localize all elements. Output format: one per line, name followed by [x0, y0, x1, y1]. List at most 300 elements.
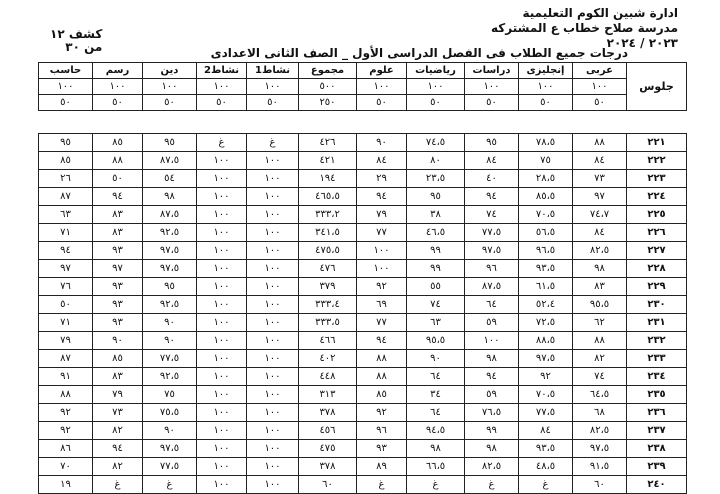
grade-cell: ١٠٠ — [197, 458, 247, 476]
grade-cell: ٨٢ — [93, 422, 143, 440]
grade-cell: ٣٣٣،٤ — [299, 296, 357, 314]
grade-cell: غ — [247, 134, 299, 152]
seat-number-cell: ٢٢٥ — [627, 206, 687, 224]
directorate-name: ادارة شبين الكوم التعليمية — [522, 6, 678, 20]
grade-cell: ٢٩ — [357, 170, 407, 188]
column-header: عربى — [573, 63, 627, 79]
grade-cell: ١٠٠ — [465, 332, 519, 350]
grade-cell: ٨٣ — [93, 368, 143, 386]
grade-cell: ٩٤ — [357, 188, 407, 206]
grade-cell: ٩٨ — [465, 350, 519, 368]
school-name: مدرسة صلاح خطاب ع المشتركه — [490, 21, 678, 35]
grade-cell: غ — [197, 134, 247, 152]
column-header: علوم — [357, 63, 407, 79]
grade-cell: ٩٢ — [39, 422, 93, 440]
grade-cell: ٥٦،٥ — [519, 224, 573, 242]
table-row — [39, 332, 687, 350]
grade-cell: ٨٥ — [93, 134, 143, 152]
sheet-number: كشف ١٢ — [50, 27, 103, 41]
grade-cell: ١٠٠ — [247, 170, 299, 188]
grade-cell: ٩٤ — [93, 440, 143, 458]
grade-cell: ٨٣ — [93, 206, 143, 224]
seat-number-cell: ٢٣٤ — [627, 368, 687, 386]
table-row — [39, 260, 687, 278]
min-score: ٥٠ — [357, 95, 407, 111]
grade-cell: ٩٢ — [357, 278, 407, 296]
grade-cell: ١٠٠ — [247, 350, 299, 368]
grade-cell: ٩٥،٥ — [573, 296, 627, 314]
grade-cell: ١٠٠ — [197, 422, 247, 440]
grade-cell: ٨٨ — [357, 368, 407, 386]
grade-cell: ٨٨ — [573, 332, 627, 350]
grade-cell: ١٠٠ — [247, 332, 299, 350]
max-score: ٥٠٠ — [299, 79, 357, 95]
seat-number-cell: ٢٤٠ — [627, 476, 687, 494]
grade-cell: ٩٦،٥ — [519, 242, 573, 260]
grade-cell: ٩٧،٥ — [519, 350, 573, 368]
grade-cell: ٣٣٣،٥ — [299, 314, 357, 332]
grade-cell: ٩٣ — [93, 278, 143, 296]
grade-cell: ٧٤،٥ — [407, 134, 465, 152]
grade-cell: ١٠٠ — [357, 242, 407, 260]
table-row — [39, 314, 687, 332]
grade-cell: ٣٧٨ — [299, 458, 357, 476]
grade-cell: ٩٧ — [39, 260, 93, 278]
grade-cell: ٦١،٥ — [519, 278, 573, 296]
grade-cell: ٩٣ — [93, 296, 143, 314]
grade-cell: ٣١٣ — [299, 386, 357, 404]
grade-cell: ١٠٠ — [247, 314, 299, 332]
grade-cell: ٩٤،٥ — [407, 422, 465, 440]
grade-cell: ٩٨ — [465, 440, 519, 458]
grade-cell: ٩٥ — [465, 134, 519, 152]
grade-cell: ٤٦٦ — [299, 332, 357, 350]
grade-cell: ٧٩ — [39, 332, 93, 350]
min-score: ٥٠ — [573, 95, 627, 111]
grade-cell: ٩٠ — [93, 332, 143, 350]
min-score-row — [39, 95, 687, 111]
grade-cell: ٩٤ — [93, 188, 143, 206]
grade-cell: ٨٦ — [39, 440, 93, 458]
grade-cell: ٩٢ — [39, 404, 93, 422]
grade-cell: ١٠٠ — [247, 278, 299, 296]
grade-cell: ٧٤ — [465, 206, 519, 224]
grade-cell: ١٠٠ — [197, 152, 247, 170]
grade-cell: ٦٤ — [407, 368, 465, 386]
grade-cell: ٧٧،٥ — [519, 404, 573, 422]
grade-cell: ١٠٠ — [247, 368, 299, 386]
table-row — [39, 350, 687, 368]
grade-cell: ٧٦،٥ — [465, 404, 519, 422]
grade-cell: ٦٨ — [573, 404, 627, 422]
grade-cell: ١٠٠ — [197, 170, 247, 188]
seat-number-header: جلوس — [627, 63, 687, 111]
grade-cell: ١٠٠ — [247, 404, 299, 422]
grade-cell: ٧٧ — [357, 314, 407, 332]
grade-cell: ٤٦،٥ — [407, 224, 465, 242]
max-score: ١٠٠ — [357, 79, 407, 95]
grade-cell: غ — [93, 476, 143, 494]
grade-cell: ٢٦ — [39, 170, 93, 188]
grade-cell: ٧٥،٥ — [143, 404, 197, 422]
grade-cell: ٧٤ — [573, 368, 627, 386]
column-header: مجموع — [299, 63, 357, 79]
grade-cell: ٩٩ — [407, 260, 465, 278]
seat-number-cell: ٢٢٩ — [627, 278, 687, 296]
min-score: ٥٠ — [247, 95, 299, 111]
grade-cell: ٨٤ — [357, 152, 407, 170]
grade-cell: ٧٠،٥ — [519, 206, 573, 224]
grade-cell: ٤٠ — [465, 170, 519, 188]
grade-cell: ٩٥ — [143, 278, 197, 296]
max-score: ١٠٠ — [407, 79, 465, 95]
grade-cell: غ — [143, 476, 197, 494]
grade-cell: ٥٩ — [465, 386, 519, 404]
column-header: نشاط2 — [197, 63, 247, 79]
grade-cell: ٨٣ — [93, 224, 143, 242]
grade-cell: ٩٧ — [573, 188, 627, 206]
grade-cell: ٣٤ — [407, 386, 465, 404]
grade-cell: ٩٠ — [143, 314, 197, 332]
grade-cell: غ — [357, 476, 407, 494]
column-header: حاسب — [39, 63, 93, 79]
grade-cell: ٩٣،٥ — [519, 440, 573, 458]
grade-cell: ١٠٠ — [247, 458, 299, 476]
grade-cell: ٩٥ — [407, 188, 465, 206]
grade-cell: ٧٧،٥ — [143, 350, 197, 368]
grade-cell: ٧٧ — [357, 224, 407, 242]
grade-cell: ١٠٠ — [247, 422, 299, 440]
grade-cell: ٩٧،٥ — [465, 242, 519, 260]
grade-cell: ٣٤١،٥ — [299, 224, 357, 242]
table-row — [39, 278, 687, 296]
grade-cell: ١٠٠ — [357, 260, 407, 278]
grade-cell: ٧٥ — [143, 386, 197, 404]
grade-cell: ٥٠ — [39, 296, 93, 314]
table-row — [39, 476, 687, 494]
table-row — [39, 404, 687, 422]
grade-cell: ٨٥ — [39, 152, 93, 170]
seat-number-cell: ٢٣٣ — [627, 350, 687, 368]
max-score: ١٠٠ — [247, 79, 299, 95]
grade-cell: ٩٠ — [143, 332, 197, 350]
grade-cell: ٧٢،٥ — [519, 314, 573, 332]
grade-cell: ٦٩ — [357, 296, 407, 314]
grade-cell: ٦٤ — [407, 404, 465, 422]
grade-cell: غ — [407, 476, 465, 494]
grade-cell: ٩٢ — [519, 368, 573, 386]
grade-cell: ٧٨،٥ — [519, 134, 573, 152]
grade-cell: ٩٤ — [465, 368, 519, 386]
grade-cell: ٩٢ — [357, 404, 407, 422]
column-header: دين — [143, 63, 197, 79]
seat-number-cell: ٢٣٩ — [627, 458, 687, 476]
min-score: ٥٠ — [407, 95, 465, 111]
grade-cell: ٤٢٦ — [299, 134, 357, 152]
grade-cell: ٩٤ — [465, 188, 519, 206]
grade-cell: ٦٠ — [299, 476, 357, 494]
grade-cell: ٣٣٣،٢ — [299, 206, 357, 224]
min-score: ٥٠ — [143, 95, 197, 111]
grade-cell: ٤٥٦ — [299, 422, 357, 440]
grade-cell: ٤٤٨ — [299, 368, 357, 386]
grade-cell: ٩٣ — [93, 242, 143, 260]
grade-cell: ١٠٠ — [247, 188, 299, 206]
grade-cell: ٦٣ — [407, 314, 465, 332]
grade-cell: ٨٨ — [93, 152, 143, 170]
grade-cell: ٧٦ — [39, 278, 93, 296]
grade-cell: ٤٧٦ — [299, 260, 357, 278]
grade-cell: ٨٨ — [357, 350, 407, 368]
grade-cell: ٩٧،٥ — [143, 260, 197, 278]
grade-cell: ٩٨ — [573, 260, 627, 278]
grade-cell: ٩٠ — [143, 422, 197, 440]
spacer-row — [39, 111, 687, 134]
seat-number-cell: ٢٣٥ — [627, 386, 687, 404]
table-row — [39, 368, 687, 386]
grade-cell: ٤٦٥،٥ — [299, 188, 357, 206]
table-row — [39, 440, 687, 458]
grade-cell: ٩٩ — [465, 422, 519, 440]
column-header-row — [39, 63, 687, 79]
grade-cell: ٨٤ — [519, 422, 573, 440]
table-row — [39, 458, 687, 476]
grade-cell: ٤٨،٥ — [519, 458, 573, 476]
sheet-info — [50, 28, 102, 54]
grade-cell: ٤٢١ — [299, 152, 357, 170]
grade-cell: ١٠٠ — [247, 296, 299, 314]
grade-cell: ٩٢،٥ — [143, 296, 197, 314]
grade-cell: ٨٥ — [357, 386, 407, 404]
seat-number-cell: ٢٣٧ — [627, 422, 687, 440]
grade-cell: ٥٢،٤ — [519, 296, 573, 314]
grade-cell: غ — [465, 476, 519, 494]
grade-cell: ٩٧،٥ — [143, 242, 197, 260]
grade-cell: ٩٧،٥ — [573, 440, 627, 458]
grade-cell: ١٠٠ — [197, 386, 247, 404]
grade-cell: ٧٧،٥ — [143, 458, 197, 476]
seat-number-cell: ٢٢٦ — [627, 224, 687, 242]
grade-cell: ٦٦،٥ — [407, 458, 465, 476]
grade-cell: ٧٠،٥ — [519, 386, 573, 404]
grade-cell: ٩١،٥ — [573, 458, 627, 476]
grade-cell: ٧٣ — [573, 170, 627, 188]
grade-cell: ٩٠ — [407, 350, 465, 368]
table-row — [39, 206, 687, 224]
grade-cell: ١٠٠ — [247, 386, 299, 404]
grade-cell: ٩٢،٥ — [143, 224, 197, 242]
grade-cell: ١٠٠ — [247, 242, 299, 260]
grade-cell: ٨٧،٥ — [143, 152, 197, 170]
grade-cell: ٥٤ — [143, 170, 197, 188]
grade-cell: ٨٧،٥ — [143, 206, 197, 224]
min-score: ٥٠ — [39, 95, 93, 111]
grade-cell: ١٠٠ — [197, 188, 247, 206]
grades-table — [38, 62, 687, 494]
grade-cell: ٩٦ — [465, 260, 519, 278]
grade-cell: ٥٩ — [465, 314, 519, 332]
grade-cell: ٨٢،٥ — [573, 242, 627, 260]
grade-cell: ٧٤ — [407, 296, 465, 314]
grade-cell: ٤٠٢ — [299, 350, 357, 368]
grade-cell: ٦٤ — [465, 296, 519, 314]
seat-number-cell: ٢٢٢ — [627, 152, 687, 170]
grade-cell: ٩٦ — [357, 422, 407, 440]
grade-cell: ٨٧ — [39, 350, 93, 368]
grade-cell: ٧٠ — [39, 458, 93, 476]
grade-cell: ٩٤ — [357, 332, 407, 350]
page-title: درجات جميع الطلاب فى الفصل الدراسى الأول _ الصف الثانى الاعدادى — [210, 46, 628, 60]
grade-cell: ٩٣ — [93, 314, 143, 332]
grade-cell: ٧٣ — [93, 404, 143, 422]
grade-cell: ٧١ — [39, 224, 93, 242]
seat-number-cell: ٢٣١ — [627, 314, 687, 332]
grade-cell: ٨٢،٥ — [573, 422, 627, 440]
grade-cell: ٩٣،٥ — [519, 260, 573, 278]
grade-cell: ١٠٠ — [247, 476, 299, 494]
seat-number-cell: ٢٣٠ — [627, 296, 687, 314]
grade-cell: ١٠٠ — [247, 260, 299, 278]
grade-cell: ١٠٠ — [197, 296, 247, 314]
grade-cell: ٨٣ — [573, 278, 627, 296]
min-score: ٢٥٠ — [299, 95, 357, 111]
grade-cell: ١٠٠ — [197, 224, 247, 242]
grade-cell: ١٠٠ — [197, 476, 247, 494]
grade-cell: ٨٢ — [573, 350, 627, 368]
grade-cell: ٨٧ — [39, 188, 93, 206]
grade-cell: ٩٠ — [357, 134, 407, 152]
grade-cell: ٨٥،٥ — [519, 188, 573, 206]
grade-cell: ١٠٠ — [197, 206, 247, 224]
grade-cell: ٩٧،٥ — [143, 440, 197, 458]
grade-cell: ٨٥ — [93, 350, 143, 368]
grade-cell: ٩٩ — [407, 242, 465, 260]
grade-cell: ١٠٠ — [197, 368, 247, 386]
grade-cell: ٨٤ — [573, 224, 627, 242]
column-header: إنجليزى — [519, 63, 573, 79]
grade-cell: ٩١ — [39, 368, 93, 386]
grade-cell: ١٠٠ — [197, 440, 247, 458]
seat-number-cell: ٢٣٨ — [627, 440, 687, 458]
max-score: ١٠٠ — [93, 79, 143, 95]
grade-cell: ٧٧،٥ — [465, 224, 519, 242]
academic-year: ٢٠٢٣ / ٢٠٢٤ — [606, 36, 678, 50]
table-row — [39, 386, 687, 404]
grade-cell: ٩٣ — [357, 440, 407, 458]
grade-cell: ٦٤،٥ — [573, 386, 627, 404]
grade-cell: ٣٨ — [407, 206, 465, 224]
grade-cell: ١٠٠ — [197, 260, 247, 278]
min-score: ٥٠ — [93, 95, 143, 111]
table-row — [39, 134, 687, 152]
grade-cell: ٨٤ — [465, 152, 519, 170]
grade-cell: ١٠٠ — [197, 332, 247, 350]
max-score: ١٠٠ — [519, 79, 573, 95]
column-header: رسم — [93, 63, 143, 79]
grade-cell: ٧٩ — [357, 206, 407, 224]
grade-cell: ٤٧٥،٥ — [299, 242, 357, 260]
max-score: ١٠٠ — [573, 79, 627, 95]
grade-cell: ٤٧٥ — [299, 440, 357, 458]
min-score: ٥٠ — [519, 95, 573, 111]
grade-cell: ٧١ — [39, 314, 93, 332]
grade-cell: ٨٠ — [407, 152, 465, 170]
column-header: نشاط1 — [247, 63, 299, 79]
seat-number-cell: ٢٢٨ — [627, 260, 687, 278]
grade-cell: ٥٠ — [93, 170, 143, 188]
seat-number-cell: ٢٢٧ — [627, 242, 687, 260]
grade-cell: ١٩٤ — [299, 170, 357, 188]
grade-cell: ٩٧ — [93, 260, 143, 278]
grade-cell: ٨٧،٥ — [465, 278, 519, 296]
grade-cell: ١٠٠ — [247, 224, 299, 242]
grade-cell: ٨٨،٥ — [519, 332, 573, 350]
grade-cell: غ — [519, 476, 573, 494]
table-row — [39, 170, 687, 188]
grade-cell: ١٠٠ — [247, 152, 299, 170]
grade-cell: ٦٠ — [573, 476, 627, 494]
grade-cell: ٦٣ — [39, 206, 93, 224]
max-score-row — [39, 79, 687, 95]
grade-cell: ٥٥ — [407, 278, 465, 296]
grade-cell: ٧٩ — [93, 386, 143, 404]
grade-cell: ٧٥ — [519, 152, 573, 170]
grade-cell: ١٩ — [39, 476, 93, 494]
table-row — [39, 242, 687, 260]
min-score: ٥٠ — [465, 95, 519, 111]
seat-number-cell: ٢٢٤ — [627, 188, 687, 206]
grade-cell: ٢٣،٥ — [407, 170, 465, 188]
sheet-total: من ٣٠ — [65, 40, 103, 54]
grade-cell: ٩٢،٥ — [143, 368, 197, 386]
grade-cell: ١٠٠ — [247, 206, 299, 224]
grade-cell: ٩٥ — [39, 134, 93, 152]
grade-cell: ٩٤ — [39, 242, 93, 260]
table-row — [39, 422, 687, 440]
table-row — [39, 296, 687, 314]
grade-cell: ٩٨ — [143, 188, 197, 206]
grade-cell: ٩٥،٥ — [407, 332, 465, 350]
school-header — [491, 6, 678, 51]
grade-cell: ٨٩ — [357, 458, 407, 476]
grade-cell: ٩٥ — [143, 134, 197, 152]
min-score: ٥٠ — [197, 95, 247, 111]
grade-cell: ١٠٠ — [197, 278, 247, 296]
grade-cell: ٣٧٩ — [299, 278, 357, 296]
grade-cell: ٨٨ — [573, 134, 627, 152]
seat-number-cell: ٢٢١ — [627, 134, 687, 152]
column-header: دراسات — [465, 63, 519, 79]
grade-cell: ٨٢،٥ — [465, 458, 519, 476]
grade-cell: ١٠٠ — [197, 404, 247, 422]
max-score: ١٠٠ — [197, 79, 247, 95]
seat-number-cell: ٢٢٣ — [627, 170, 687, 188]
grade-cell: ٩٨ — [407, 440, 465, 458]
max-score: ١٠٠ — [143, 79, 197, 95]
grade-cell: ١٠٠ — [197, 350, 247, 368]
grade-cell: ٨٨ — [39, 386, 93, 404]
grade-cell: ٦٢ — [573, 314, 627, 332]
table-row — [39, 224, 687, 242]
table-row — [39, 188, 687, 206]
grade-cell: ٨٤ — [573, 152, 627, 170]
grade-cell: ٣٧٨ — [299, 404, 357, 422]
max-score: ١٠٠ — [465, 79, 519, 95]
grade-cell: ١٠٠ — [197, 242, 247, 260]
grade-cell: ٢٨،٥ — [519, 170, 573, 188]
grade-cell: ١٠٠ — [197, 314, 247, 332]
column-header: رياضيات — [407, 63, 465, 79]
